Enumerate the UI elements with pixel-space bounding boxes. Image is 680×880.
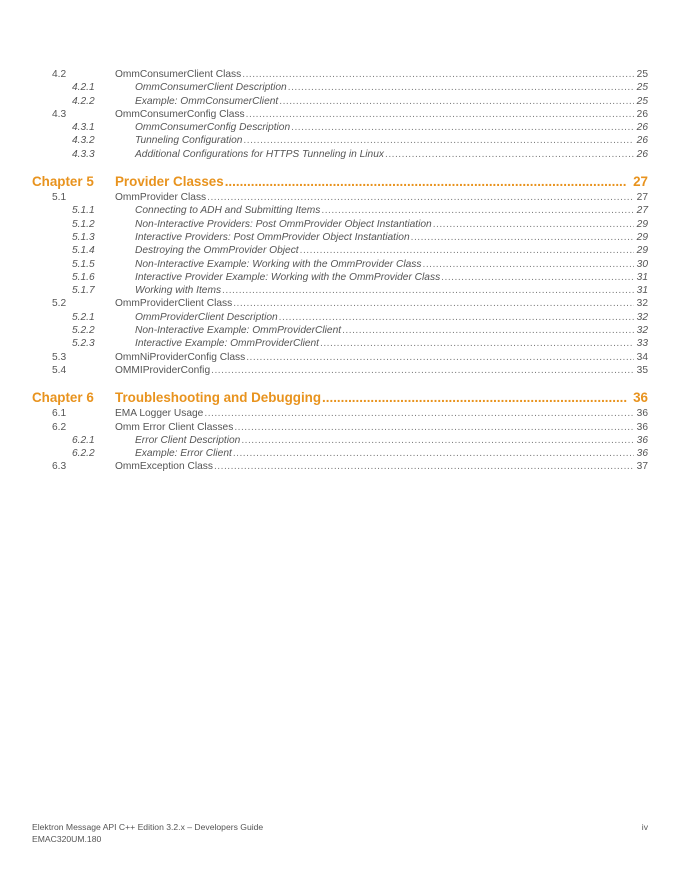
toc-entry-title: Interactive Providers: Post OmmProvider Object Instantiation [135, 231, 410, 243]
dot-leader [225, 173, 627, 191]
toc-section-chapter-6 [32, 407, 648, 473]
toc-entry[interactable] [32, 407, 648, 420]
toc-entry-number: 5.2.1 [72, 311, 95, 323]
toc-entry[interactable] [32, 68, 648, 81]
toc-entry[interactable] [32, 460, 648, 473]
toc-entry[interactable] [32, 231, 648, 244]
dot-leader [441, 271, 633, 284]
toc-entry-title: EMA Logger Usage [115, 408, 204, 420]
dot-leader [207, 191, 634, 204]
toc-entry[interactable] [32, 324, 648, 337]
dot-leader [211, 364, 634, 377]
toc-entry-title: OmmConsumerClient Description [135, 82, 287, 94]
toc-entry-page: 27 [636, 205, 648, 217]
toc-entry[interactable] [32, 297, 648, 310]
dot-leader [241, 434, 633, 447]
toc-entry[interactable] [32, 447, 648, 460]
toc-entry[interactable] [32, 244, 648, 257]
toc-entry-number: 6.2.2 [72, 448, 95, 460]
toc-entry-page: 35 [636, 364, 648, 376]
toc-entry-page: 26 [636, 148, 648, 160]
dot-leader [279, 95, 633, 108]
toc-entry-title: OmmProviderClient Class [115, 298, 233, 310]
toc-entry-page: 36 [636, 421, 648, 433]
toc-entry-page: 32 [636, 298, 648, 310]
dot-leader [234, 421, 633, 434]
dot-leader [385, 148, 634, 161]
toc-entry-number: 4.3 [52, 108, 67, 120]
dot-leader [300, 244, 634, 257]
toc-entry-number: 6.2 [52, 421, 67, 433]
chapter-page: 36 [633, 390, 648, 406]
toc-entry-title: Omm Error Client Classes [115, 421, 234, 433]
toc-entry-page: 31 [636, 285, 648, 297]
toc-entry-number: 4.2 [52, 69, 67, 80]
dot-leader [242, 68, 633, 81]
dot-leader [246, 108, 634, 121]
dot-leader [411, 231, 634, 244]
toc-entry-page: 29 [636, 245, 648, 257]
toc-entry[interactable] [32, 284, 648, 297]
dot-leader [243, 134, 633, 147]
dot-leader [288, 81, 634, 94]
toc-entry-page: 30 [636, 258, 648, 270]
toc-entry-page: 37 [636, 461, 648, 473]
toc-entry-number: 4.3.2 [72, 135, 95, 147]
toc-entry-page: 27 [636, 192, 648, 204]
toc-entry-number: 4.3.1 [72, 122, 95, 134]
toc-entry-title: Connecting to ADH and Submitting Items [135, 205, 321, 217]
toc-entry-number: 6.1 [52, 408, 67, 420]
toc-chapter-5-heading[interactable] [32, 173, 648, 191]
chapter-title: Troubleshooting and Debugging [115, 390, 322, 406]
toc-entry-page: 31 [636, 271, 648, 283]
toc-entry-title: OmmConsumerConfig Class [115, 108, 245, 120]
dot-leader [342, 324, 634, 337]
toc-entry-page: 26 [636, 108, 648, 120]
toc-entry-title: OmmProvider Class [115, 192, 207, 204]
toc-entry-title: Error Client Description [135, 434, 241, 446]
toc-entry-title: Working with Items [135, 285, 222, 297]
footer-doc-title: Elektron Message API C++ Edition 3.2.x – Developers Guide [32, 822, 264, 832]
dot-leader [291, 121, 634, 134]
table-of-contents [32, 68, 648, 474]
toc-entry-number: 5.1.5 [72, 258, 95, 270]
toc-chapter-6-heading[interactable] [32, 389, 648, 407]
toc-entry[interactable] [32, 204, 648, 217]
toc-entry-page: 33 [636, 338, 648, 350]
toc-entry-page: 36 [636, 434, 648, 446]
chapter-page: 27 [633, 174, 648, 190]
toc-entry-title: OmmProviderClient Description [135, 311, 278, 323]
toc-entry[interactable] [32, 191, 648, 204]
toc-entry[interactable] [32, 258, 648, 271]
toc-entry[interactable] [32, 148, 648, 161]
toc-entry-number: 4.2.1 [72, 82, 95, 94]
dot-leader [233, 297, 633, 310]
dot-leader [204, 407, 633, 420]
toc-entry-number: 5.1.1 [72, 205, 95, 217]
toc-entry-number: 5.1.4 [72, 245, 95, 257]
toc-entry-title: OMMIProviderConfig [115, 364, 211, 376]
dot-leader [422, 258, 633, 271]
toc-entry-number: 4.3.3 [72, 148, 95, 160]
toc-entry-number: 5.2.3 [72, 338, 95, 350]
toc-entry[interactable] [32, 218, 648, 231]
toc-entry-page: 25 [636, 69, 648, 80]
toc-entry[interactable] [32, 337, 648, 350]
toc-entry-title: Additional Configurations for HTTPS Tunneling in Linux [135, 148, 384, 160]
toc-entry-page: 26 [636, 135, 648, 147]
dot-leader [433, 218, 634, 231]
toc-entry[interactable] [32, 311, 648, 324]
toc-entry-page: 34 [636, 351, 648, 363]
chapter-number: Chapter 5 [32, 174, 94, 190]
toc-entry[interactable] [32, 134, 648, 147]
toc-entry-number: 5.4 [52, 364, 67, 376]
toc-entry[interactable] [32, 364, 648, 377]
toc-entry-title: OmmConsumerConfig Description [135, 122, 291, 134]
toc-entry-page: 26 [636, 122, 648, 134]
toc-section-chapter-5 [32, 191, 648, 377]
dot-leader [320, 337, 634, 350]
toc-entry-page: 36 [636, 448, 648, 460]
toc-entry-title: Example: Error Client [135, 448, 232, 460]
dot-leader [246, 351, 633, 364]
toc-entry-number: 5.1.6 [72, 271, 95, 283]
toc-entry-number: 5.1.7 [72, 285, 95, 297]
dot-leader [321, 204, 633, 217]
dot-leader [233, 447, 634, 460]
toc-entry-title: OmmConsumerClient Class [115, 69, 242, 80]
toc-entry-number: 4.2.2 [72, 95, 95, 107]
toc-entry[interactable] [32, 108, 648, 121]
chapter-title: Provider Classes [115, 174, 224, 190]
toc-entry-number: 5.2 [52, 298, 67, 310]
dot-leader [322, 389, 627, 407]
toc-entry-title: Interactive Example: OmmProviderClient [135, 338, 320, 350]
toc-entry-title: Tunneling Configuration [135, 135, 243, 147]
toc-entry-page: 25 [636, 82, 648, 94]
chapter-number: Chapter 6 [32, 390, 94, 406]
toc-entry-number: 5.2.2 [72, 325, 95, 337]
dot-leader [279, 311, 634, 324]
toc-entry[interactable] [32, 81, 648, 94]
toc-entry[interactable] [32, 271, 648, 284]
toc-entry-title: Destroying the OmmProvider Object [135, 245, 299, 257]
toc-entry-page: 36 [636, 408, 648, 420]
toc-entry[interactable] [32, 95, 648, 108]
toc-entry[interactable] [32, 421, 648, 434]
toc-entry-number: 5.1.2 [72, 218, 95, 230]
toc-entry-title: OmmException Class [115, 461, 213, 473]
footer-page-number: iv [641, 822, 648, 832]
dot-leader [214, 460, 634, 473]
toc-entry-number: 6.2.1 [72, 434, 95, 446]
toc-entry-number: 6.3 [52, 461, 67, 473]
toc-entry-title: Non-Interactive Example: OmmProviderClient [135, 325, 342, 337]
toc-entry-page: 25 [636, 95, 648, 107]
toc-entry-title: Non-Interactive Providers: Post OmmProvider Object Instantiation [135, 218, 432, 230]
toc-entry-page: 29 [636, 231, 648, 243]
toc-entry-number: 5.1.3 [72, 231, 95, 243]
toc-entry-number: 5.3 [52, 351, 67, 363]
toc-entry[interactable] [32, 434, 648, 447]
toc-entry-page: 32 [636, 311, 648, 323]
toc-entry-title: Interactive Provider Example: Working with the OmmProvider Class [135, 271, 441, 283]
page-footer [32, 821, 648, 845]
toc-entry-number: 5.1 [52, 192, 67, 204]
toc-entry-title: OmmNiProviderConfig Class [115, 351, 246, 363]
toc-entry-page: 32 [636, 325, 648, 337]
toc-section-chapter-4 [32, 68, 648, 161]
toc-entry-title: Example: OmmConsumerClient [135, 95, 279, 107]
toc-entry-title: Non-Interactive Example: Working with the OmmProvider Class [135, 258, 422, 270]
toc-entry[interactable] [32, 121, 648, 134]
footer-doc-id: EMAC320UM.180 [32, 834, 102, 844]
toc-entry-page: 29 [636, 218, 648, 230]
toc-entry[interactable] [32, 351, 648, 364]
dot-leader [222, 284, 634, 297]
